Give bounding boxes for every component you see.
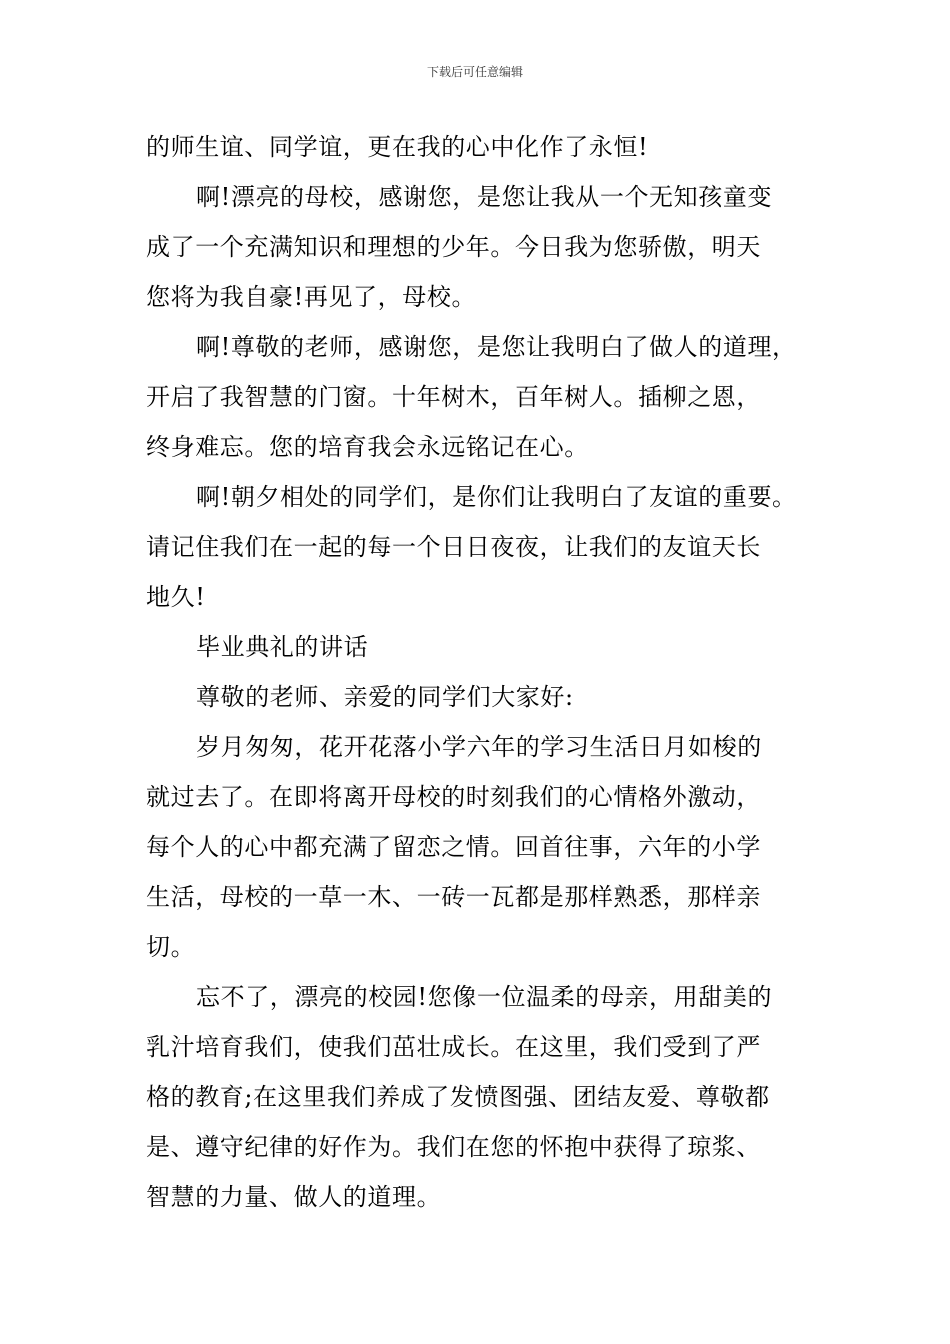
text-line: 请记住我们在一起的每一个日日夜夜，让我们的友谊天长 bbox=[146, 533, 761, 561]
text-line: 生活，母校的一草一木、一砖一瓦都是那样熟悉，那样亲 bbox=[146, 883, 761, 911]
text-line: 地久! bbox=[146, 583, 206, 611]
salutation bbox=[146, 672, 836, 722]
paragraph bbox=[146, 472, 836, 622]
text-line: 就过去了。在即将离开母校的时刻我们的心情格外激动， bbox=[146, 783, 761, 811]
text-line: 啊!尊敬的老师，感谢您，是您让我明白了做人的道理， bbox=[196, 333, 797, 361]
text-line: 岁月匆匆，花开花落小学六年的学习生活日月如梭的 bbox=[196, 733, 762, 761]
paragraph bbox=[146, 172, 836, 322]
text-line: 智慧的力量、做人的道理。 bbox=[146, 1183, 442, 1211]
paragraph bbox=[146, 122, 836, 172]
document-body bbox=[146, 122, 836, 1222]
text-line: 开启了我智慧的门窗。十年树木，百年树人。插柳之恩， bbox=[146, 383, 761, 411]
text-line: 终身难忘。您的培育我会永远铭记在心。 bbox=[146, 433, 589, 461]
text-line: 乳汁培育我们，使我们茁壮成长。在这里，我们受到了严 bbox=[146, 1033, 761, 1061]
text-line: 是、遵守纪律的好作为。我们在您的怀抱中获得了琼浆、 bbox=[146, 1133, 761, 1161]
text-line: 毕业典礼的讲话 bbox=[196, 633, 369, 661]
text-line: 每个人的心中都充满了留恋之情。回首往事，六年的小学 bbox=[146, 833, 761, 861]
text-line: 的师生谊、同学谊，更在我的心中化作了永恒! bbox=[146, 133, 649, 161]
text-line: 您将为我自豪!再见了，母校。 bbox=[146, 283, 477, 311]
paragraph bbox=[146, 322, 836, 472]
section-title bbox=[146, 622, 836, 672]
text-line: 啊!朝夕相处的同学们，是你们让我明白了友谊的重要。 bbox=[196, 483, 797, 511]
paragraph bbox=[146, 722, 836, 972]
text-line: 啊!漂亮的母校，感谢您，是您让我从一个无知孩童变 bbox=[196, 183, 773, 211]
page-header: 下载后可任意编辑 bbox=[426, 65, 523, 79]
text-line: 成了一个充满知识和理想的少年。今日我为您骄傲，明天 bbox=[146, 233, 761, 261]
text-line: 忘不了，漂亮的校园!您像一位温柔的母亲，用甜美的 bbox=[196, 983, 773, 1011]
text-line: 尊敬的老师、亲爱的同学们大家好: bbox=[196, 683, 574, 711]
text-line: 切。 bbox=[146, 933, 196, 961]
text-line: 格的教育;在这里我们养成了发愤图强、团结友爱、尊敬都 bbox=[146, 1083, 770, 1111]
paragraph bbox=[146, 972, 836, 1222]
